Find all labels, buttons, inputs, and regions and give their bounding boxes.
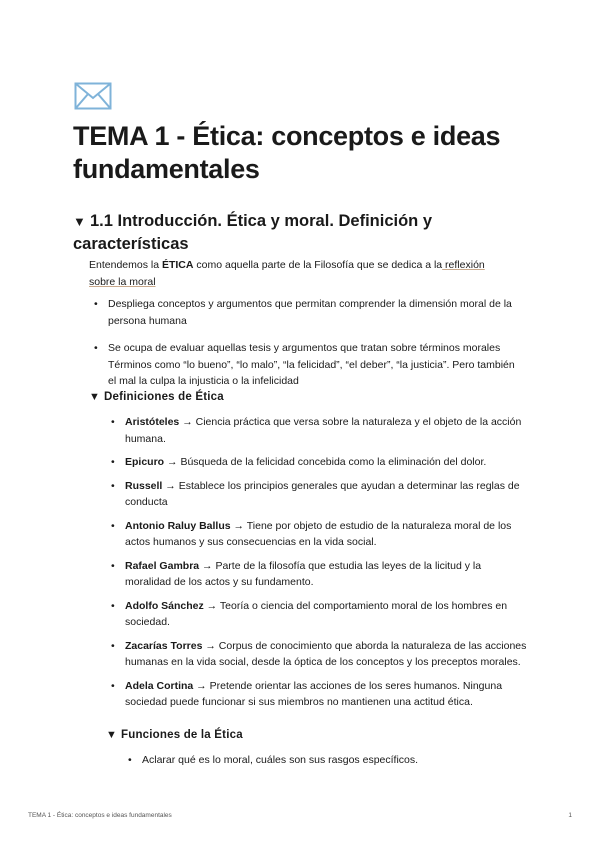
intro-bold-term: ÉTICA — [161, 259, 194, 271]
definitions-list — [107, 414, 527, 718]
definition-text: Parte de la filosofía que estudia las leyes de la licitud y la moralidad de los actos y su fundamento. — [125, 559, 482, 588]
arrow: → — [199, 559, 216, 572]
arrow: → — [230, 519, 247, 532]
definitions-heading-text: Definiciones de Ética — [104, 391, 224, 403]
arrow: → — [203, 599, 220, 612]
arrow: → — [162, 479, 179, 492]
definition-text: Corpus de conocimiento que aborda la naturaleza de las acciones humanas en la vida social, desde la óptica de los conceptos y los preceptos morales. — [125, 639, 527, 668]
definition-author: Russell — [125, 479, 163, 492]
intro-text-start: Entendemos la — [89, 259, 162, 271]
functions-heading-text: Funciones de la Ética — [121, 729, 243, 741]
intro-paragraph — [89, 257, 509, 290]
page-title: TEMA 1 - Ética: conceptos e ideas fundamentales — [73, 121, 501, 184]
intro-text-mid: como aquella parte de la Filosofía que se dedica a la — [193, 259, 443, 271]
definition-author: Aristóteles — [125, 416, 180, 428]
definition-author: Adela Cortina — [125, 679, 194, 692]
definition-author: Adolfo Sánchez — [125, 599, 204, 612]
definition-item — [107, 414, 527, 447]
definition-item — [107, 638, 527, 671]
arrow: → — [179, 416, 196, 428]
arrow: → — [164, 456, 181, 468]
envelope-icon — [74, 82, 112, 110]
definition-item — [107, 454, 527, 471]
page-number: 1 — [568, 812, 572, 819]
definition-text: Establece los principios generales que ayudan a determinar las reglas de conducta — [125, 479, 520, 508]
toggle-triangle-icon[interactable]: ▼ — [73, 214, 86, 229]
definition-item — [107, 478, 527, 511]
section-heading[interactable] — [73, 210, 513, 255]
definition-item — [107, 558, 527, 591]
functions-list — [124, 752, 524, 769]
definition-author: Antonio Raluy Ballus — [125, 519, 231, 532]
arrow: → — [202, 639, 219, 652]
definition-text: Pretende orientar las acciones de los seres humanos. Ninguna sociedad puede funcionar si sus miembros no mantienen una actitud ética. — [125, 679, 503, 708]
definition-author: Rafael Gambra — [125, 559, 200, 572]
definition-text: Búsqueda de la felicidad concebida como la eliminación del dolor. — [180, 456, 487, 468]
arrow: → — [193, 679, 210, 692]
definition-text: Teoría o ciencia del comportamiento moral de los hombres en sociedad. — [125, 599, 508, 628]
definition-item — [107, 598, 527, 631]
list-item: • Aclarar qué es lo moral, cuáles son sus rasgos específicos. — [124, 752, 524, 769]
definition-text: Tiene por objeto de estudio de la naturaleza moral de los actos humanos y sus consecuencias en la vida social. — [125, 519, 512, 548]
list-item: • Despliega conceptos y argumentos que permitan comprender la dimensión moral de la persona humana — [90, 296, 520, 329]
section-heading-text: 1.1 Introducción. Ética y moral. Definición y características — [73, 212, 432, 253]
definition-item — [107, 678, 527, 711]
toggle-triangle-icon[interactable]: ▼ — [89, 391, 101, 403]
definition-text: Ciencia práctica que versa sobre la naturaleza y el objeto de la acción humana. — [125, 416, 522, 445]
definition-author: Zacarías Torres — [125, 639, 203, 652]
footer-title: TEMA 1 - Ética: conceptos e ideas fundamentales — [28, 812, 172, 819]
definition-item — [107, 518, 527, 551]
intro-bullet-list — [90, 296, 520, 401]
definitions-heading[interactable] — [89, 391, 224, 403]
toggle-triangle-icon[interactable]: ▼ — [106, 729, 118, 741]
list-item: • Se ocupa de evaluar aquellas tesis y argumentos que tratan sobre términos morales Términos como “lo bueno”, “lo malo”, “la felicidad”, “el deber”, “la justicia”. Pero también el mal la culpa la injusticia o la infelicidad — [90, 340, 520, 390]
definition-author: Epicuro — [125, 456, 165, 468]
intro-highlight: reflexión sobre la moral — [89, 259, 485, 288]
functions-heading[interactable] — [106, 729, 243, 741]
